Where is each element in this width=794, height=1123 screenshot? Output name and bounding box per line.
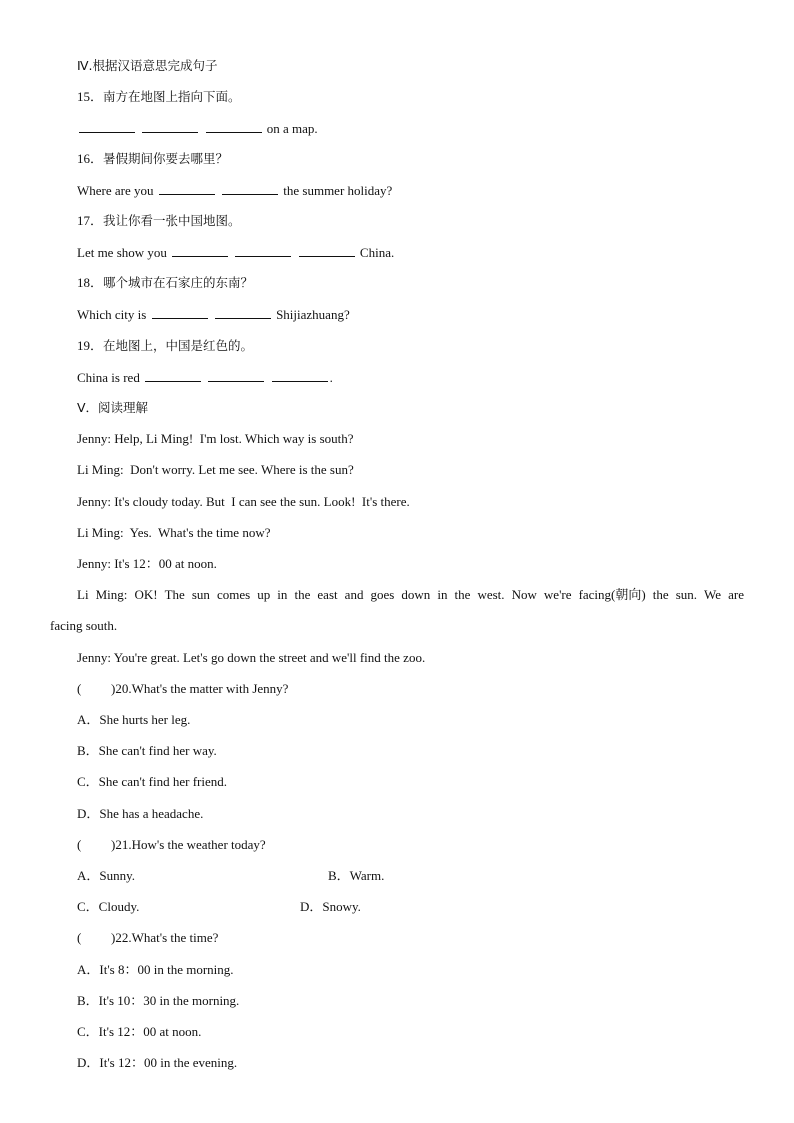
- answer-blank[interactable]: [272, 369, 328, 382]
- question-text: )21.How's the weather today?: [111, 837, 266, 852]
- sentence-start: Where are you: [77, 183, 154, 198]
- option-d[interactable]: D．It's 12：00 in the evening.: [77, 1055, 238, 1070]
- paragraph-word: sun: [191, 587, 210, 602]
- dialogue-line: Jenny: Help, Li Ming! I'm lost. Which way is south?: [77, 431, 354, 446]
- option-a[interactable]: A．Sunny.: [77, 868, 136, 883]
- answer-paren[interactable]: (: [77, 837, 82, 852]
- chinese-sentence: 我让你看一张中国地图。: [103, 213, 241, 228]
- answer-paren[interactable]: (: [77, 930, 82, 945]
- section-4-heading: Ⅳ.根据汉语意思完成句子: [77, 58, 218, 73]
- sentence-end: .: [329, 370, 333, 385]
- paragraph-word: down: [401, 587, 431, 602]
- sentence-end: on a map.: [266, 121, 318, 136]
- option-a[interactable]: A．It's 8：00 in the morning.: [77, 962, 234, 977]
- question-number: 18．: [77, 275, 104, 290]
- question-16-answer: [77, 182, 392, 199]
- question-18-answer: [77, 306, 350, 323]
- paragraph-word: facing(朝向): [578, 587, 646, 602]
- paragraph-word: the: [652, 587, 669, 602]
- paragraph-word: in: [277, 587, 288, 602]
- question-18-prompt: [77, 275, 253, 291]
- option-b[interactable]: B．She can't find her way.: [77, 743, 217, 758]
- paragraph-word: and: [344, 587, 364, 602]
- question-19-prompt: [77, 338, 253, 354]
- answer-paren[interactable]: (: [77, 681, 82, 696]
- paragraph-word: Li: [77, 587, 89, 602]
- paragraph-word: The: [164, 587, 185, 602]
- answer-blank[interactable]: [222, 182, 278, 195]
- question-17-prompt: [77, 213, 241, 229]
- chinese-sentence: 在地图上，中国是红色的。: [103, 338, 254, 353]
- question-21-stem: [77, 837, 266, 853]
- section-5-heading: Ⅴ．阅读理解: [77, 400, 149, 415]
- question-17-answer: [77, 244, 394, 261]
- question-20-stem: [77, 681, 288, 697]
- paragraph-word: are: [728, 587, 744, 602]
- option-d[interactable]: D．She has a headache.: [77, 806, 204, 821]
- answer-blank[interactable]: [299, 244, 355, 257]
- sentence-end: Shijiazhuang?: [276, 307, 350, 322]
- chinese-sentence: 南方在地图上指向下面。: [103, 89, 241, 104]
- answer-blank[interactable]: [79, 120, 135, 133]
- chinese-sentence: 暑假期间你要去哪里？: [103, 151, 229, 166]
- dialogue-line: Jenny: It's cloudy today. But I can see the sun. Look! It's there.: [77, 494, 410, 509]
- question-15-answer: [77, 120, 318, 137]
- paragraph-word: east: [317, 587, 338, 602]
- paragraph-word: sun.: [675, 587, 697, 602]
- answer-blank[interactable]: [159, 182, 215, 195]
- option-b[interactable]: B．Warm.: [328, 868, 385, 883]
- sentence-end: the summer holiday?: [283, 183, 393, 198]
- question-16-prompt: [77, 151, 228, 167]
- answer-blank[interactable]: [172, 244, 228, 257]
- sentence-start: China is red: [77, 370, 140, 385]
- option-d[interactable]: D．Snowy.: [300, 899, 361, 914]
- question-19-answer: [77, 369, 333, 386]
- dialogue-line: Li Ming: Don't worry. Let me see. Where is the sun?: [77, 462, 354, 477]
- answer-blank[interactable]: [145, 369, 201, 382]
- paragraph-word: in: [437, 587, 448, 602]
- chinese-sentence: 哪个城市在石家庄的东南？: [103, 275, 254, 290]
- question-number: 15．: [77, 89, 104, 104]
- paragraph-word: Now: [511, 587, 537, 602]
- paragraph-word: OK!: [134, 587, 158, 602]
- option-c[interactable]: C．Cloudy.: [77, 899, 140, 914]
- question-number: 17．: [77, 213, 104, 228]
- paragraph-word: We: [704, 587, 722, 602]
- paragraph-word: up: [257, 587, 271, 602]
- option-b[interactable]: B．It's 10：30 in the morning.: [77, 993, 240, 1008]
- answer-blank[interactable]: [152, 306, 208, 319]
- paragraph-line-justified: [77, 587, 744, 603]
- paragraph-word: comes: [216, 587, 251, 602]
- paragraph-word: Ming:: [95, 587, 128, 602]
- option-c[interactable]: C．It's 12：00 at noon.: [77, 1024, 202, 1039]
- paragraph-word: goes: [370, 587, 395, 602]
- answer-blank[interactable]: [142, 120, 198, 133]
- answer-blank[interactable]: [235, 244, 291, 257]
- question-22-stem: [77, 930, 218, 946]
- question-15-prompt: [77, 89, 241, 105]
- question-text: )20.What's the matter with Jenny?: [111, 681, 289, 696]
- dialogue-line: Jenny: It's 12：00 at noon.: [77, 556, 217, 571]
- paragraph-word: we're: [543, 587, 572, 602]
- paragraph-line-continued: facing south.: [50, 618, 118, 633]
- dialogue-line: Li Ming: Yes. What's the time now?: [77, 525, 271, 540]
- question-number: 19．: [77, 338, 104, 353]
- paragraph-word: west.: [477, 587, 505, 602]
- sentence-start: Which city is: [77, 307, 147, 322]
- option-c[interactable]: C．She can't find her friend.: [77, 774, 227, 789]
- dialogue-closing-line: Jenny: You're great. Let's go down the street and we'll find the zoo.: [77, 650, 426, 665]
- option-a[interactable]: A．She hurts her leg.: [77, 712, 191, 727]
- sentence-end: China.: [359, 245, 395, 260]
- answer-blank[interactable]: [215, 306, 271, 319]
- paragraph-word: the: [454, 587, 471, 602]
- question-number: 16．: [77, 151, 104, 166]
- answer-blank[interactable]: [208, 369, 264, 382]
- answer-blank[interactable]: [206, 120, 262, 133]
- question-text: )22.What's the time?: [111, 930, 219, 945]
- paragraph-word: the: [294, 587, 311, 602]
- sentence-start: Let me show you: [77, 245, 167, 260]
